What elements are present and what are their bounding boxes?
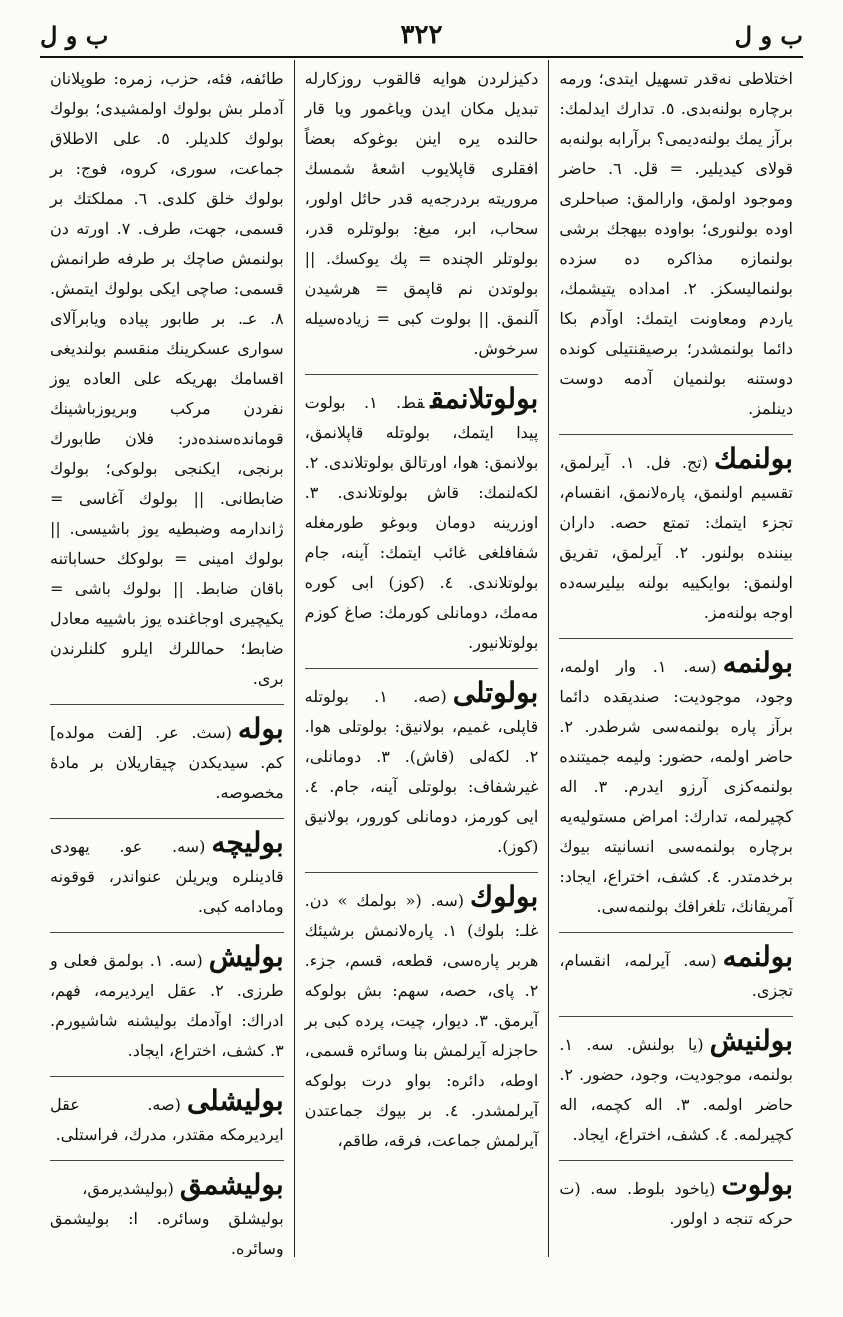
- entry-divider: [50, 704, 284, 705]
- entry-definition: (سە. ١. بولمق فعلی و طرزی. ٢. عقل ایردیرمه، فهم، ادراك: اوآدمك بولیشنه شاشیورم. ٣. کشف، اختراع، ایجاد.: [49, 951, 284, 1060]
- dictionary-entry: [559, 64, 793, 424]
- entry-divider: [559, 638, 793, 639]
- dictionary-entry: [559, 1169, 793, 1234]
- dictionary-entry: [305, 64, 539, 364]
- entry-definition: (سە. آیرلمه، انقسام، تجزی.: [559, 951, 793, 1000]
- entry-headword: بولوك: [469, 880, 539, 913]
- header-left-guide: ب و ل: [40, 20, 109, 50]
- entry-definition: (صە. ١. بولوتله قاپلی، غمیم، بولانیق: بولوتلی هوا. ٢. لکەلی (قاش). ٣. دومانلی، غیرشفاف: بولوتلی آینه، جام. ٤. ایی کورمز، دومانلی کورور، بولانیق (کوز).: [304, 687, 539, 856]
- entry-headword: بولنمه: [722, 646, 793, 679]
- entry-divider: [559, 1160, 793, 1161]
- entry-definition: (یاخود بلوط. سە. (ت حرکه تنجه د اولور.: [559, 1179, 793, 1228]
- column-right: [549, 60, 803, 1257]
- dictionary-entry: [559, 443, 793, 628]
- entry-definition: دکیزلردن هوایه قالقوب روزکارله تبدیل مکان ایدن ویاغمور ویا قار حالنده یره اینن بوغوکه بعضاً افقلری قاپلایوب اشعهٔ شمسك مروریته بردرجەیه قدر حائل اولور، سحاب، ابر، میغ: بولوتلره قدر، بولوتلر الچنده = پك یوکسك. || بولوتدن نم قاپمق = هرشیدن آلنمق. || بولوت کبی = زیادەسیله سرخوش.: [304, 69, 539, 358]
- column-left: [40, 60, 295, 1257]
- page-number: ٣٢٢: [400, 20, 443, 50]
- column-middle: [295, 60, 550, 1257]
- dictionary-entry: [50, 64, 284, 694]
- entry-definition: (تج. فل. ١. آیرلمق، تقسیم اولنمق، پارەلانمق، انقسام، تجزء ایتمك: تمتع حصه. داران بیننده بولنور. ٢. آیرلمق، تفریق اولنمق: بوایکییه بولنه بیلیرسەده اوجه بولنەمز.: [559, 453, 793, 622]
- dictionary-entry: [559, 941, 793, 1006]
- entry-headword: بولنیش: [709, 1024, 793, 1057]
- dictionary-entry: [50, 1169, 284, 1257]
- entry-divider: [50, 1076, 284, 1077]
- entry-headword: بولنمك: [713, 442, 793, 475]
- entry-headword: بولوتلی: [452, 676, 539, 709]
- entry-definition: (یا بولنش. سە. ١. بولنمه، موجودیت، وجود، حضور. ٢. حاضر اولمه. ٣. اله کچمه، اله کچیرلمه. ٤. کشف، اختراع، ایجاد.: [559, 1035, 794, 1144]
- dictionary-entry: [305, 383, 539, 658]
- entry-divider: [305, 374, 539, 375]
- dictionary-entry: [559, 647, 793, 922]
- entry-headword: بولیشمق: [179, 1168, 284, 1201]
- dictionary-columns: [40, 60, 803, 1257]
- entry-definition: (سە. (« بولمك » دن. غلـ: بلوك) ١. پارەلانمش برشیئك هربر پارەسی، قطعه، قسم، جزء. ٢. پای، حصه، سهم: بش بولوکه آیرمق. ٣. دیوار، چیت، پرده کبی بر حاجزله آیرلمش بنا وسائره قسمی، اوطه، دائره: بواو درت بولوکه آیرلمشدر. ٤. بر بیوك جماعتدن آیرلمش جماعت، فرقه، طاقم،: [304, 891, 539, 1150]
- entry-definition: (سە. عو. یهودی قادینلره ویریلن عنواندر، قوقونه ومادامه کبی.: [49, 837, 284, 916]
- entry-divider: [305, 668, 539, 669]
- entry-headword: بولنمه: [722, 940, 793, 973]
- dictionary-entry: [50, 1085, 284, 1150]
- entry-definition: اختلاطی نەقدر تسهیل ایتدی؛ ورمه برچاره بولنەبدی. ٥. تدارك ایدلمك: برآز یمك بولنەدیمی؟ برآرابه بولنەبه قولای کیدیلیر. = قل. ٦. حاضر وموجود اولمق، وارالمق: صباحلری اوده بولنوری؛ بواوده بیهجك برشی بولنمازه مذاکره ده سزده بولنمالیسکز. ٢. امداده یتیشمك، یاردم ومعاونت ایتمك: اوآدم بکا دائما بولنمشدر؛ برصیقنتیلی کونده دوستنه بولنمیان آدمه دوست دینلمز.: [559, 69, 793, 418]
- page-header: [40, 18, 803, 52]
- header-rule: [40, 56, 803, 58]
- entry-divider: [559, 434, 793, 435]
- entry-definition: طائفه، فئه، حزب، زمره: طوپلانان آدملر بش بولوك اولمشیدی؛ بولوك بولوك کلدیلر. ٥. علی الاطلاق جماعت، سوری، کروه، فوج: بر بولوك خلق کلدی. ٦. مملکتك بر قسمی، جهت، طرف. ٧. اورته دن بولنمش صاچك بر طرفه طرانمش قسمی: صاچی ایکی بولوك ایتمش. ٨. عـ. بر طابور پیاده ویابرآلای سواری عسکرینك منقسم بولندیغی اقسامك بهریکه علی العاده یوز نفردن مرکب وبریوزباشینك قوماندەسندەدر: فلان طابورك برنجی، ایکنجی بولوکی؛ بولوك ضابطانی. || بولوك آغاسی = ژاندارمه وضبطیه یوز باشیسی. || بولوك امینی = بولوکك حساباتنه باقان ضابط. || بولوك باشی = یکیچیری اوجاغنده یوز باشییه معادل ضابط؛ حماللرك ایلرو کلنلرندن بری.: [49, 69, 284, 688]
- entry-headword: بولوتلانمق: [430, 382, 539, 415]
- entry-definition: (سث. عر. [لفت مولده] کم. سیدیکدن چیقاریلان بر مادهٔ مخصوصه.: [49, 723, 284, 802]
- entry-headword: بولوت: [721, 1168, 793, 1201]
- entry-divider: [559, 932, 793, 933]
- dictionary-entry: [305, 677, 539, 862]
- dictionary-entry: [50, 827, 284, 922]
- entry-divider: [50, 932, 284, 933]
- entry-definition: (سە. ١. وار اولمه، وجود، موجودیت: صندیقده دائما برآز پاره بولنمەسی شرطدر. ٢. حاضر اولمه، حضور: ولیمه جمیتنده بولنمەکزی آرزو ایدرم. ٣. اله کچیرلمه، تدارك: امراض مستولیەیه برچاره بولنمەسی انسانیته بیوك برخدمتدر. ٤. کشف، اختراع، ایجاد: آمریقانك، تلغرافك بولنمەسی.: [559, 657, 794, 916]
- header-right-guide: ب و ل: [734, 20, 803, 50]
- dictionary-entry: [50, 713, 284, 808]
- entry-divider: [50, 818, 284, 819]
- entry-divider: [305, 872, 539, 873]
- entry-definition: (بولیشدیرمق، بولیشلق وسائره. ا: بولیشمق وسائره.: [49, 1179, 284, 1257]
- dictionary-entry: [50, 941, 284, 1066]
- dictionary-entry: [559, 1025, 793, 1150]
- entry-headword: بوله: [237, 712, 284, 745]
- entry-headword: بولیچه: [211, 826, 284, 859]
- entry-definition: (صە. عقل ایردیرمکه مقتدر، مدرك، فراستلی.: [49, 1095, 284, 1144]
- entry-headword: بولیشلی: [186, 1084, 284, 1117]
- entry-headword: بولیش: [208, 940, 284, 973]
- dictionary-entry: [305, 881, 539, 1156]
- entry-definition: قط. ١. بولوت پیدا ایتمك، بولوتله قاپلانمق، بولانمق: هوا، اورتالق بولوتلاندی. ٢. لکەلنمك: قاش بولوتلاندی. ٣. اوزرینه دومان وبوغو طورمغله شفافلغی غائب ایتمك: آینه، جام بولوتلاندی. ٤. (کوز) ابی کوره مەمك، دومانلی کورمك: صاغ کوزم بولوتلانیور.: [304, 393, 539, 652]
- entry-divider: [50, 1160, 284, 1161]
- entry-divider: [559, 1016, 793, 1017]
